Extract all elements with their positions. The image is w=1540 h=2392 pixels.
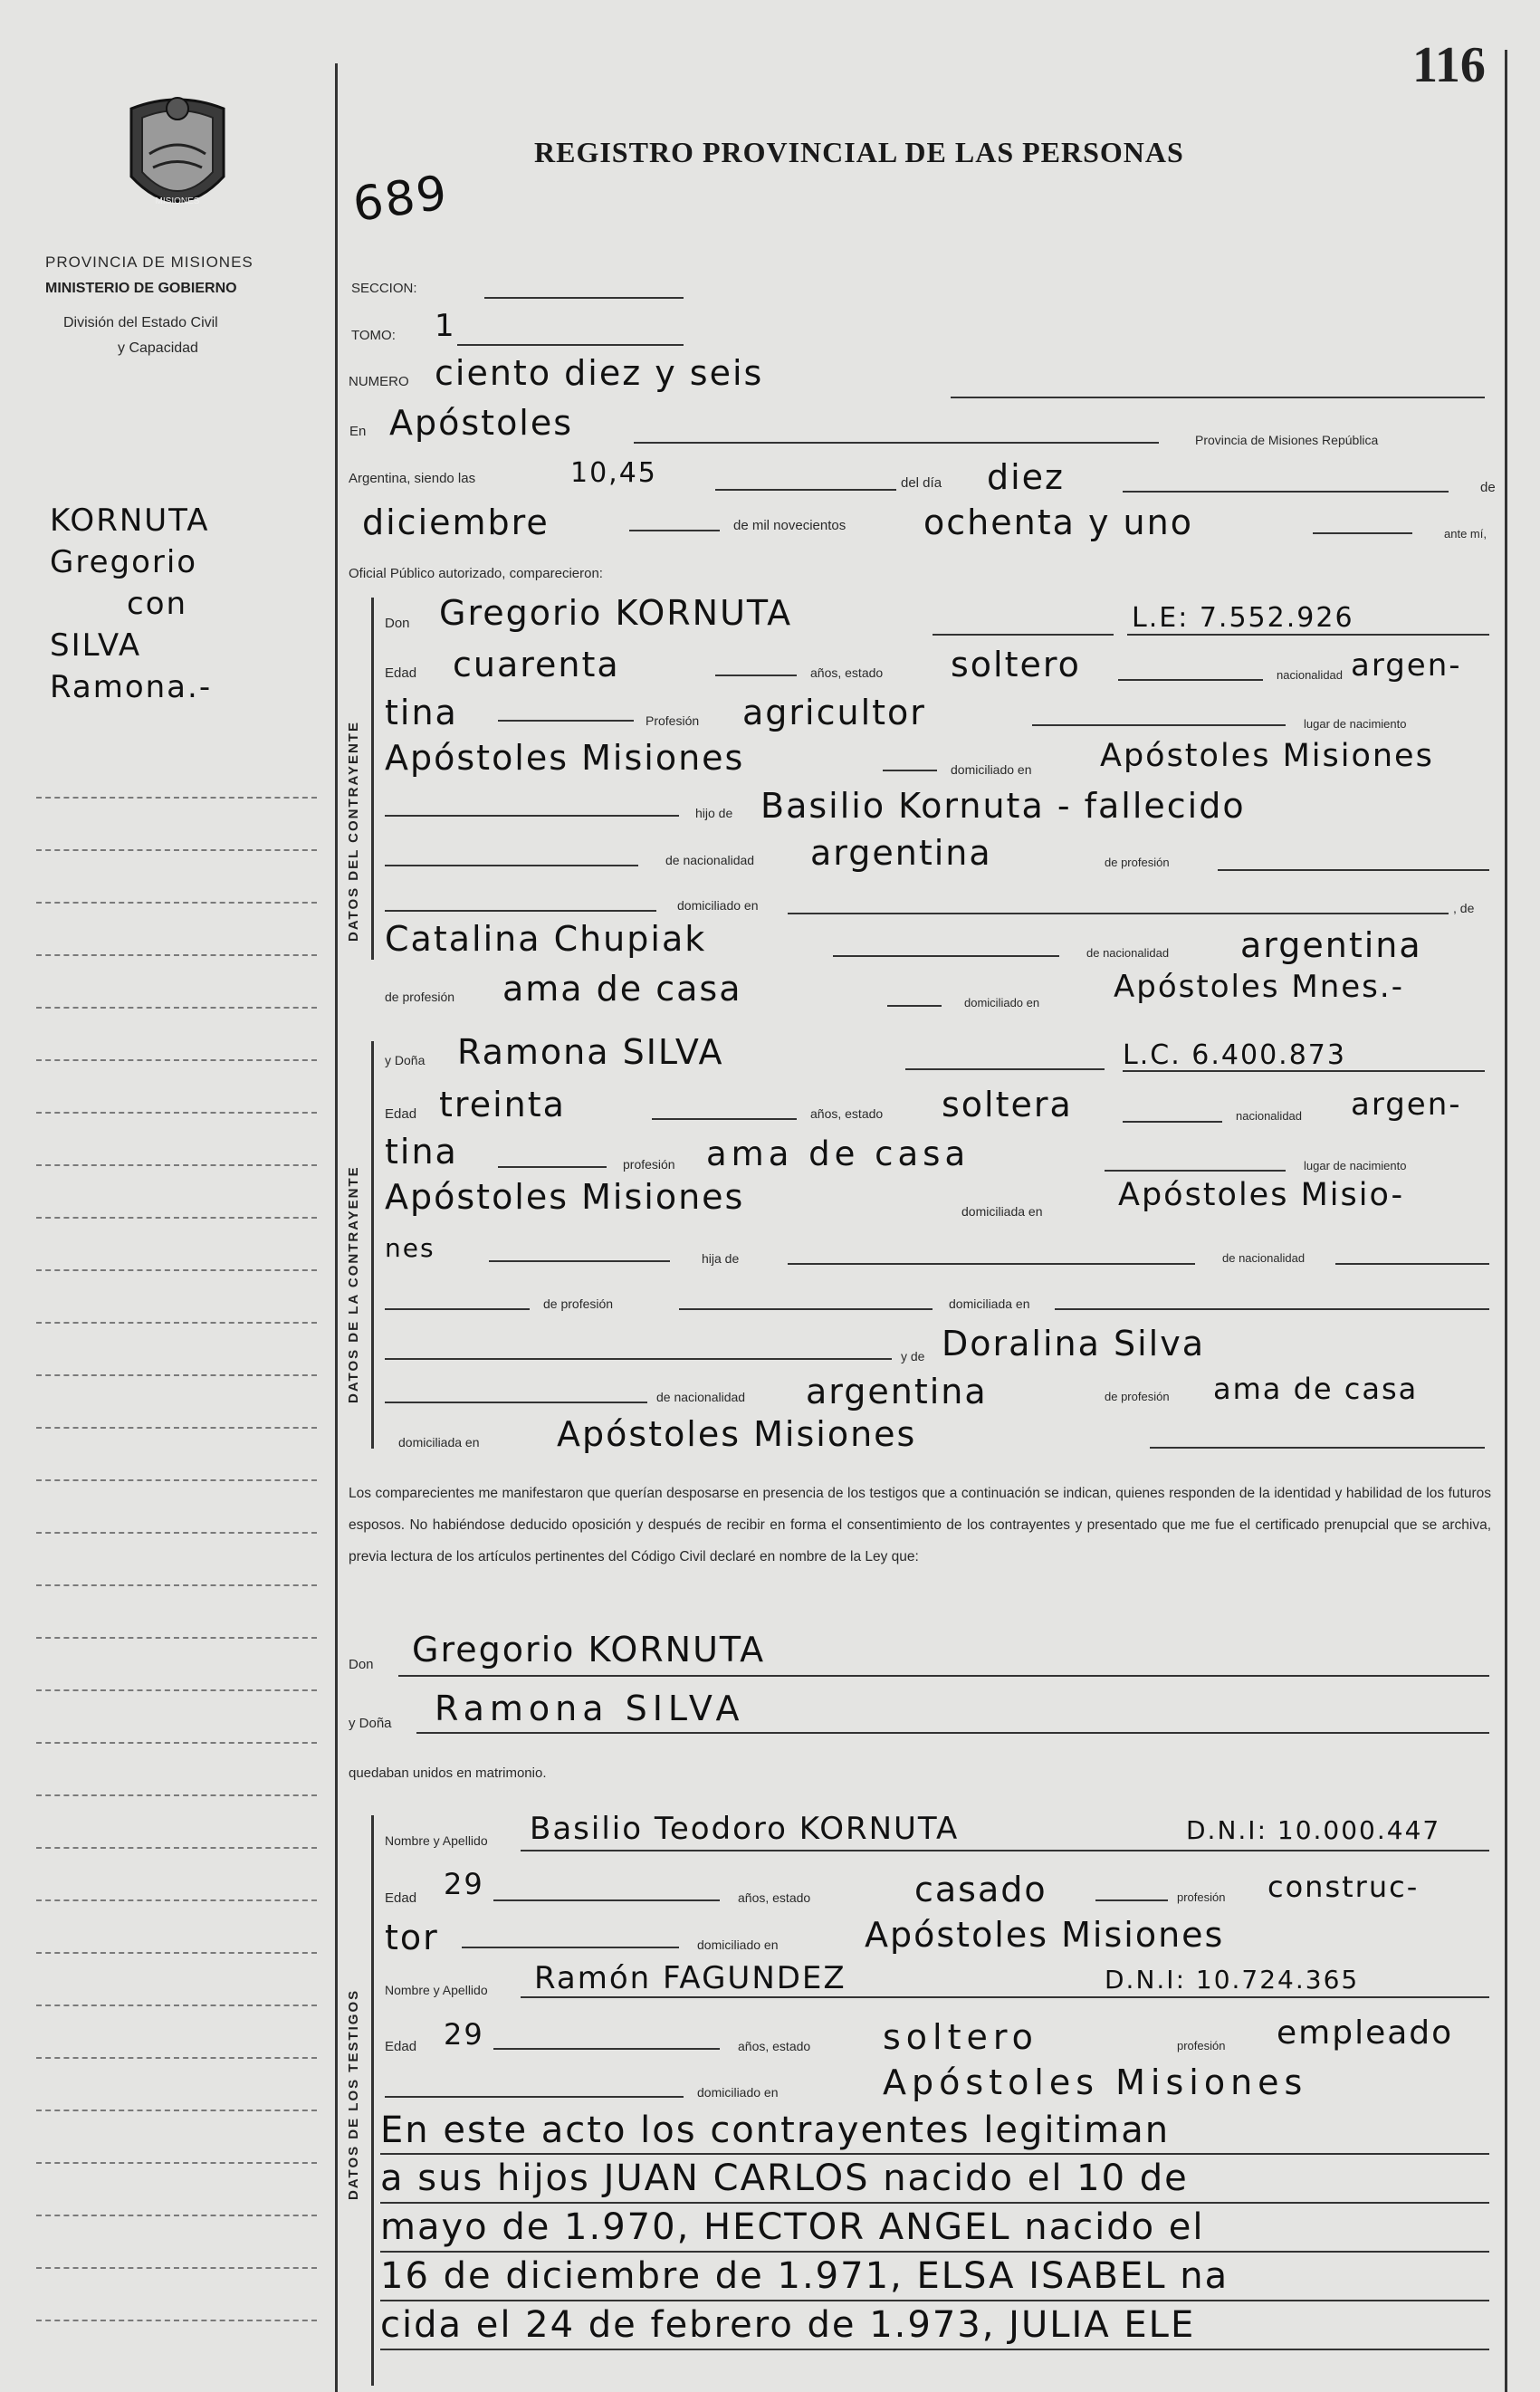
nac-label-2: nacionalidad	[1236, 1109, 1303, 1123]
decl-dona-value: Ramona SILVA	[435, 1689, 745, 1728]
numero-value: ciento diez y seis	[435, 353, 764, 393]
contrayente-domicilio: Apóstoles Misiones	[1100, 738, 1434, 774]
t1-edad-line	[493, 1899, 720, 1901]
padre-pre-line	[385, 865, 638, 866]
t2-edad: 29	[444, 2017, 484, 2052]
margin-dotted-line	[36, 849, 317, 851]
madre-prof-label-2: de profesión	[1105, 1390, 1170, 1403]
edad-label-1: Edad	[385, 665, 417, 681]
t2-prof: empleado	[1277, 2014, 1454, 2052]
margin-dotted-line	[36, 1059, 317, 1061]
nac-label-1: nacionalidad	[1277, 668, 1344, 682]
don-label: Don	[385, 616, 410, 631]
contrayente-madre-prof: ama de casa	[502, 969, 742, 1009]
hora-value: 10,45	[570, 457, 657, 489]
margin-divider	[335, 63, 338, 2392]
registry-title: REGISTRO PROVINCIAL DE LAS PERSONAS	[534, 136, 1184, 168]
de-nac-label-2: de nacionalidad	[1222, 1251, 1306, 1265]
margin-dotted-line	[36, 2057, 317, 2059]
yde-label: y de	[901, 1349, 925, 1363]
margin-dotted-line	[36, 1689, 317, 1691]
t2-name-line	[521, 1996, 1489, 1998]
hijo-pre-line	[385, 815, 679, 817]
del-dia-label: del día	[901, 475, 942, 491]
padre-dom-line	[788, 913, 1449, 914]
t1-prof-line	[462, 1947, 679, 1948]
contrayente-name: Gregorio KORNUTA	[439, 593, 793, 633]
margin-dotted-line	[36, 797, 317, 799]
hora-line	[715, 489, 896, 491]
seccion-label: SECCION:	[351, 281, 417, 296]
oficial-label: Oficial Público autorizado, comparecieron:	[349, 566, 603, 581]
margin-dotted-line	[36, 1532, 317, 1534]
profesion-line-2	[1105, 1170, 1286, 1172]
contrayente-madre-dom: Apóstoles Mnes.-	[1114, 969, 1404, 1005]
margin-dotted-line	[36, 1584, 317, 1586]
profesion-label-t2: profesión	[1177, 2039, 1226, 2052]
contrayente-madre-nac: argentina	[1240, 925, 1422, 965]
margin-line-1: KORNUTA	[50, 502, 210, 539]
en-value: Apóstoles	[389, 403, 574, 443]
prof-line-2	[679, 1308, 933, 1310]
lugar-label-1: lugar de nacimiento	[1304, 717, 1407, 731]
contrayenta-bracket	[371, 1041, 374, 1449]
de-prof-label-2: de profesión	[543, 1296, 614, 1311]
t1-name: Basilio Teodoro KORNUTA	[530, 1811, 960, 1847]
en-line	[634, 442, 1159, 444]
act-number: 689	[349, 165, 452, 234]
testigos-bracket	[371, 1815, 374, 2386]
note-line-4	[380, 2300, 1489, 2301]
madre-prof-label-1: de profesión	[385, 990, 455, 1004]
domiciliado-label-1: domiciliado en	[951, 762, 1032, 777]
margin-line-3: con	[127, 586, 188, 622]
domiciliado-label-t2: domiciliado en	[697, 2085, 779, 2100]
t2-name: Ramón FAGUNDEZ	[534, 1960, 847, 1996]
contrayenta-nac-2: tina	[385, 1132, 458, 1172]
profesion-label-2: profesión	[623, 1157, 675, 1172]
contrayenta-nac-1: argen-	[1351, 1086, 1462, 1123]
testigos-note-4: 16 de diciembre de 1.971, ELSA ISABEL na	[380, 2255, 1229, 2297]
de-comma-label: , de	[1453, 901, 1475, 915]
contrayente-profesion: agricultor	[742, 693, 926, 732]
contrayenta-profesion: ama de casa	[706, 1134, 971, 1173]
decl-don-label: Don	[349, 1657, 374, 1672]
contrayente-section-label: DATOS DEL CONTRAYENTE	[346, 721, 361, 942]
margin-dotted-line	[36, 1637, 317, 1639]
org-line-4: y Capacidad	[118, 340, 198, 356]
domiciliado-label-t1: domiciliado en	[697, 1938, 779, 1952]
contrayenta-name-line	[905, 1068, 1105, 1070]
seccion-line	[484, 297, 684, 299]
yde-pre-line	[385, 1358, 892, 1360]
padre-prof-line	[1218, 869, 1489, 871]
margin-dotted-line	[36, 1847, 317, 1849]
anios-label-1: años, estado	[810, 665, 884, 680]
margin-line-2: Gregorio	[50, 544, 198, 580]
note-line-3	[380, 2251, 1489, 2253]
testigos-note-3: mayo de 1.970, HECTOR ANGEL nacido el	[380, 2206, 1205, 2248]
t2-estado: soltero	[883, 2017, 1038, 2057]
madre-dom-label-2: domiciliada en	[398, 1435, 480, 1450]
contrayente-lugar: Apóstoles Misiones	[385, 738, 745, 778]
lugar-label-2: lugar de nacimiento	[1304, 1159, 1407, 1172]
edad-line-2	[652, 1118, 797, 1120]
dom-label-3: domiciliada en	[949, 1296, 1030, 1311]
contrayenta-document: L.C. 6.400.873	[1123, 1039, 1346, 1071]
margin-dotted-line	[36, 1269, 317, 1271]
hija-line	[788, 1263, 1195, 1265]
madre-pre-line-2	[385, 1402, 647, 1403]
contrayenta-name: Ramona SILVA	[457, 1032, 724, 1072]
edad-line-1	[715, 675, 797, 676]
contrayenta-section-label: DATOS DE LA CONTRAYENTE	[346, 1165, 361, 1403]
margin-dotted-line	[36, 2320, 317, 2321]
margin-dotted-line	[36, 1794, 317, 1796]
madre-nac-label-1: de nacionalidad	[1086, 946, 1170, 960]
t2-doc: D.N.I: 10.724.365	[1105, 1965, 1360, 1995]
t1-name-line	[521, 1850, 1489, 1851]
profesion-label-t1: profesión	[1177, 1890, 1226, 1904]
note-line-1	[380, 2153, 1489, 2155]
contrayente-nac-2: tina	[385, 693, 458, 732]
ante-label: ante mí,	[1444, 527, 1487, 541]
profesion-line-1	[1032, 724, 1286, 726]
org-line-2: MINISTERIO DE GOBIERNO	[45, 281, 237, 296]
en-label: En	[349, 424, 367, 439]
margin-dotted-line	[36, 2110, 317, 2111]
t1-doc: D.N.I: 10.000.447	[1186, 1815, 1441, 1845]
domiciliada-label-1: domiciliada en	[961, 1204, 1043, 1219]
dona-label: y Doña	[385, 1053, 426, 1067]
testigos-section-label: DATOS DE LOS TESTIGOS	[346, 1988, 361, 2200]
contrayenta-madre-dom: Apóstoles Misiones	[557, 1414, 917, 1454]
right-border	[1505, 50, 1507, 2392]
contrayente-estado: soltero	[951, 645, 1081, 684]
contrayente-padre: Basilio Kornuta - fallecido	[760, 786, 1246, 826]
margin-dotted-line	[36, 1952, 317, 1954]
de-label: de	[1480, 480, 1496, 495]
provincia-label: Provincia de Misiones República	[1195, 433, 1379, 447]
tomo-line	[457, 344, 684, 346]
org-line-1: PROVINCIA DE MISIONES	[45, 254, 253, 271]
contrayente-madre: Catalina Chupiak	[385, 919, 707, 959]
nombre-label-2: Nombre y Apellido	[385, 1983, 488, 1997]
margin-dotted-line	[36, 2162, 317, 2164]
decl-closing: quedaban unidos en matrimonio.	[349, 1765, 547, 1781]
madre-dom-line-2	[1150, 1447, 1485, 1449]
contrayente-padre-nac: argentina	[810, 833, 992, 873]
doc-line-1	[1127, 634, 1489, 636]
madre-dom-label-1: domiciliado en	[964, 996, 1040, 1009]
dom-line-3	[1055, 1308, 1489, 1310]
mes-value: diciembre	[362, 502, 550, 542]
t2-dom-pre-line	[385, 2096, 684, 2098]
madre-nac-label-2: de nacionalidad	[656, 1390, 746, 1404]
anio-line	[1313, 532, 1412, 534]
nac-line-1	[498, 720, 634, 722]
nombre-label-1: Nombre y Apellido	[385, 1833, 488, 1848]
margin-dotted-line	[36, 1217, 317, 1219]
margin-dotted-line	[36, 2215, 317, 2216]
de-prof-label-1: de profesión	[1105, 856, 1170, 869]
testigos-note-1: En este acto los contrayentes legitiman	[380, 2110, 1171, 2151]
decl-dona-line	[416, 1732, 1489, 1734]
testigos-note-5: cida el 24 de febrero de 1.973, JULIA ELE	[380, 2304, 1196, 2346]
decl-don-line	[398, 1675, 1489, 1677]
t1-prof-1: construc-	[1267, 1870, 1420, 1904]
de-nac-label-1: de nacionalidad	[665, 853, 755, 867]
numero-line	[951, 397, 1485, 398]
margin-dotted-line	[36, 2267, 317, 2269]
t1-estado: casado	[914, 1870, 1047, 1909]
margin-dotted-line	[36, 1742, 317, 1744]
dia-line	[1123, 491, 1449, 493]
org-line-3: División del Estado Civil	[63, 315, 218, 330]
margin-line-4: SILVA	[50, 627, 142, 664]
decl-don-value: Gregorio KORNUTA	[412, 1630, 766, 1670]
note-line-2	[380, 2202, 1489, 2204]
madre-prof-line-1	[887, 1005, 942, 1007]
lugar-line-1	[883, 770, 937, 771]
margin-dotted-line	[36, 2004, 317, 2006]
doc-line-2	[1123, 1070, 1485, 1072]
edad-label-2: Edad	[385, 1106, 417, 1122]
margin-dotted-line	[36, 1427, 317, 1429]
margin-note	[50, 502, 212, 705]
margin-dotted-line	[36, 1374, 317, 1376]
margin-dotted-line	[36, 954, 317, 956]
t1-edad: 29	[444, 1867, 484, 1901]
dom-label-2: domiciliado en	[677, 898, 759, 913]
madre-line-1	[833, 955, 1059, 957]
t1-prof-2: tor	[385, 1918, 439, 1957]
argentina-label: Argentina, siendo las	[349, 471, 476, 486]
contrayenta-domicilio-2: nes	[385, 1233, 435, 1263]
prof-pre-line-2	[385, 1308, 530, 1310]
nac-line-2	[498, 1166, 607, 1168]
contrayenta-estado: soltera	[942, 1085, 1073, 1124]
margin-line-5: Ramona.-	[50, 669, 213, 705]
edad-label-t2: Edad	[385, 2039, 417, 2054]
estado-line-2	[1123, 1121, 1222, 1123]
t2-dom: Apóstoles Misiones	[883, 2062, 1308, 2102]
contrayenta-madre-prof: ama de casa	[1213, 1372, 1419, 1406]
page-number: 116	[1412, 37, 1486, 93]
margin-dotted-line	[36, 1007, 317, 1009]
anios-label-2: años, estado	[810, 1106, 884, 1121]
profesion-label-1: Profesión	[646, 713, 700, 728]
mil-label: de mil novecientos	[733, 518, 847, 533]
declaration-paragraph: Los comparecientes me manifestaron que querían desposarse en presencia de los testigos que a continuación se indican, quienes responden de la identidad y habilidad de los futuros esposos. No habiéndose deducido oposición y después de recibir en forma el consentimiento de los contrayentes y presentado que me fue el certificado prenupcial que se archiva, previa lectura de los artículos pertinentes del Código Civil declaré en nombre de la Ley que:	[349, 1486, 1491, 1564]
testigos-note-2: a sus hijos JUAN CARLOS nacido el 10 de	[380, 2158, 1189, 2199]
contrayente-edad: cuarenta	[453, 645, 620, 684]
anio-value: ochenta y uno	[923, 502, 1193, 542]
dia-value: diez	[987, 457, 1066, 497]
margin-dotted-line	[36, 1164, 317, 1166]
contrayente-name-line	[933, 634, 1114, 636]
hija-label: hija de	[702, 1251, 740, 1266]
contrayenta-madre: Doralina Silva	[942, 1324, 1205, 1363]
t1-estado-line	[1095, 1899, 1168, 1901]
contrayente-bracket	[371, 598, 374, 960]
contrayenta-domicilio-1: Apóstoles Misio-	[1118, 1177, 1405, 1213]
numero-label: NUMERO	[349, 374, 409, 389]
margin-dotted-line	[36, 1112, 317, 1114]
padre-dom-pre-line	[385, 910, 656, 912]
contrayente-nac-1: argen-	[1351, 647, 1462, 684]
margin-dotted-line	[36, 1479, 317, 1481]
estado-line-1	[1118, 679, 1263, 681]
margin-dotted-line	[36, 1899, 317, 1901]
tomo-value: 1	[435, 308, 456, 344]
mes-line	[629, 530, 720, 531]
t2-edad-line	[493, 2048, 720, 2050]
edad-label-t1: Edad	[385, 1890, 417, 1906]
margin-dotted-line	[36, 902, 317, 904]
note-line-5	[380, 2349, 1489, 2350]
tomo-label: TOMO:	[351, 328, 396, 343]
contrayente-document: L.E: 7.552.926	[1132, 602, 1354, 634]
seal-text: MISIONES	[155, 196, 200, 206]
contrayenta-lugar: Apóstoles Misiones	[385, 1177, 745, 1217]
anios-label-t2: años, estado	[738, 2039, 811, 2053]
domicilio-line-2	[489, 1260, 670, 1262]
t1-dom: Apóstoles Misiones	[865, 1915, 1225, 1955]
contrayenta-madre-nac: argentina	[806, 1372, 988, 1411]
provincial-seal	[122, 91, 233, 226]
decl-dona-label: y Doña	[349, 1716, 392, 1731]
margin-dotted-line	[36, 1322, 317, 1324]
nac-line-hija	[1335, 1263, 1489, 1265]
contrayenta-edad: treinta	[439, 1085, 566, 1124]
hijo-label: hijo de	[695, 806, 733, 820]
anios-label-t1: años, estado	[738, 1890, 811, 1905]
